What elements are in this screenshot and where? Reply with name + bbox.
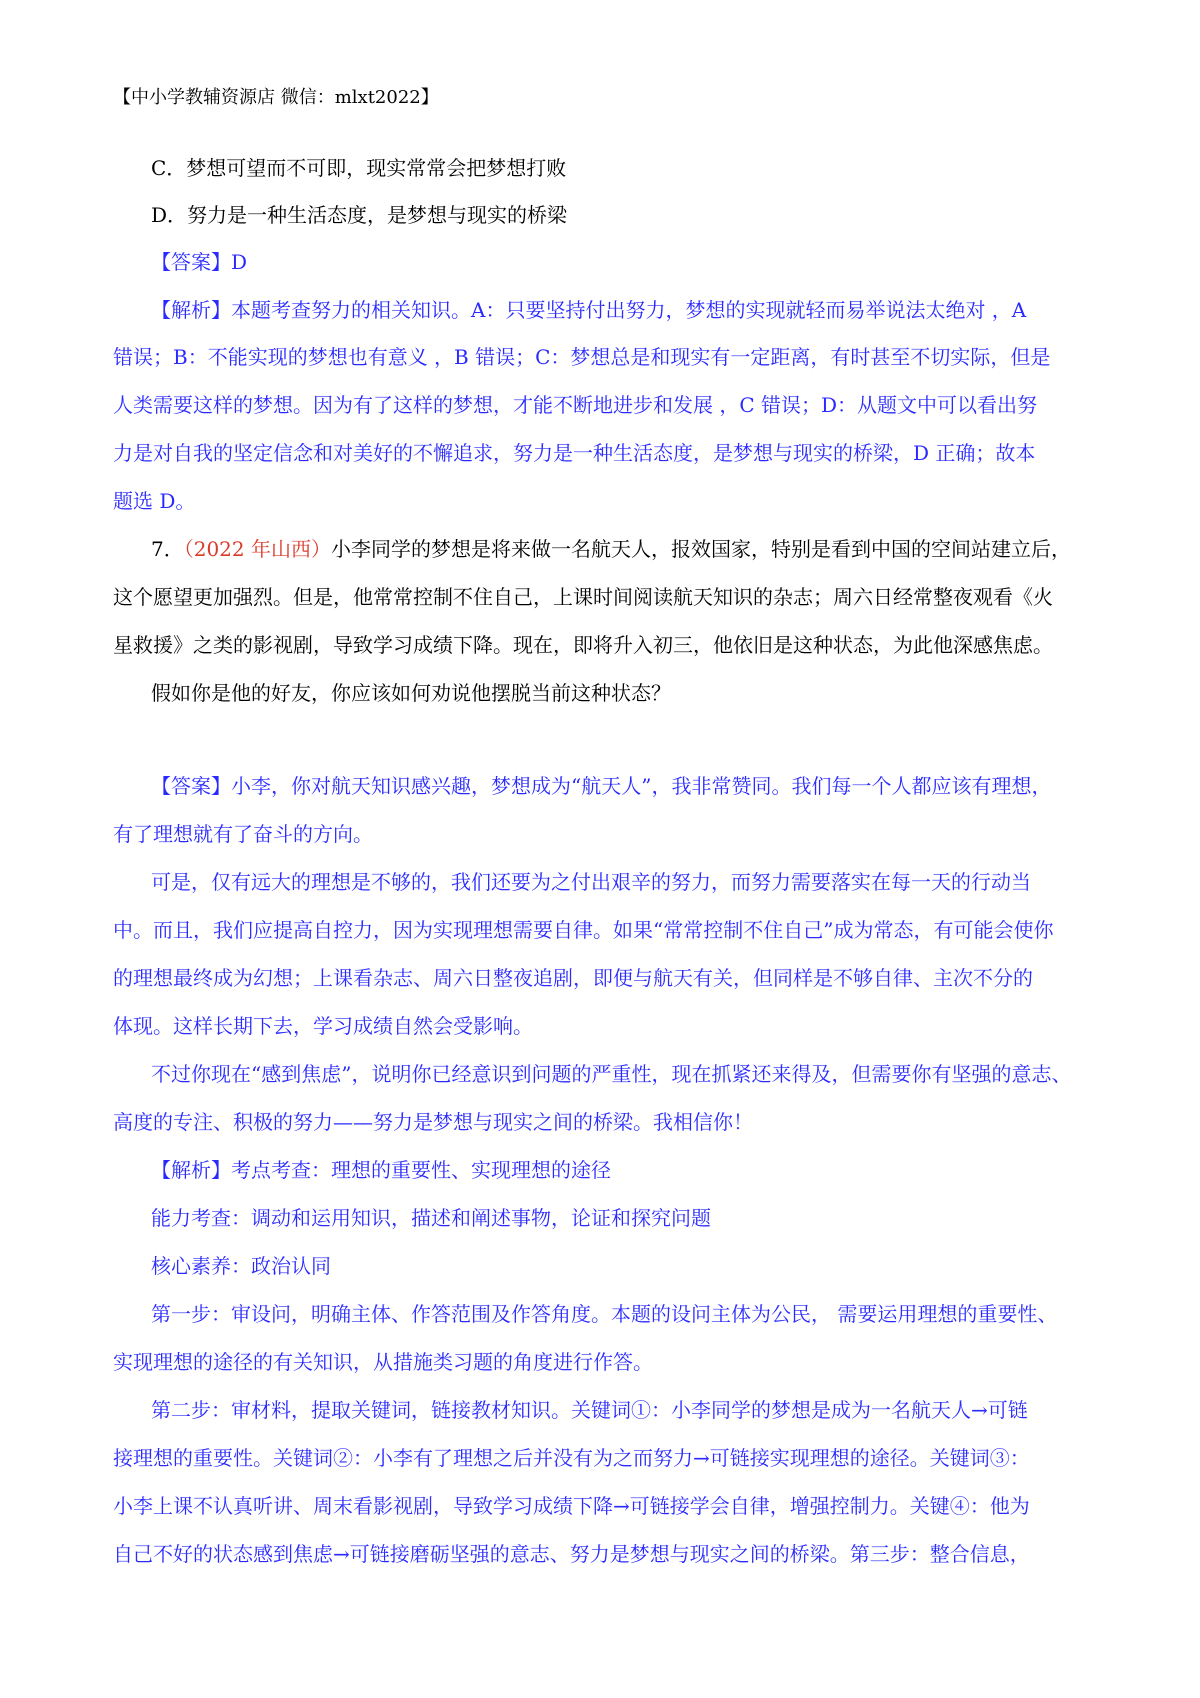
question-source: （2022 年山西） [183, 537, 331, 561]
analysis-7-line: 小李上课不认真听讲、周末看影视剧，导致学习成绩下降→可链接学会自律，增强控制力。关键④：他为 [113, 1494, 1030, 1518]
answer-7-line: 不过你现在“感到焦虑”，说明你已经意识到问题的严重性，现在抓紧还来得及，但需要你有坚强的意志、 [151, 1062, 1072, 1086]
answer-1: 【答案】D [151, 250, 248, 274]
answer-7-line: 【答案】小李，你对航天知识感兴趣，梦想成为“航天人”，我非常赞同。我们每一个人都应该有理想， [151, 774, 1052, 798]
analysis-7-line: 【解析】考点考查：理想的重要性、实现理想的途径 [151, 1158, 611, 1182]
option-d: D．努力是一种生活态度，是梦想与现实的桥梁 [151, 203, 568, 227]
analysis-7-line: 第二步：审材料，提取关键词，链接教材知识。关键词①：小李同学的梦想是成为一名航天人→可链 [151, 1398, 1028, 1422]
analysis-7-line: 核心素养：政治认同 [151, 1254, 331, 1278]
question-7-prompt: 假如你是他的好友，你应该如何劝说他摆脱当前这种状态？ [151, 681, 671, 705]
answer-7-line: 的理想最终成为幻想；上课看杂志、周六日整夜追剧，即便与航天有关，但同样是不够自律、主次不分的 [113, 966, 1033, 990]
analysis-7-line: 能力考查：调动和运用知识，描述和阐述事物，论证和探究问题 [151, 1206, 711, 1230]
analysis-7-line: 自己不好的状态感到焦虑→可链接磨砺坚强的意志、努力是梦想与现实之间的桥梁。第三步：整合信息， [113, 1542, 1030, 1566]
question-7-line: 这个愿望更加强烈。但是，他常常控制不住自己，上课时间阅读航天知识的杂志；周六日经常整夜观看《火 [113, 585, 1053, 609]
question-text: 小李同学的梦想是将来做一名航天人，报效国家，特别是看到中国的空间站建立后， [331, 537, 1071, 561]
answer-7-line: 有了理想就有了奋斗的方向。 [113, 822, 373, 846]
analysis-1-line: 人类需要这样的梦想。因为有了这样的梦想，才能不断地进步和发展 ，C 错误；D：从题文中可以看出努 [113, 393, 1038, 417]
analysis-1-line: 力是对自我的坚定信念和对美好的不懈追求，努力是一种生活态度，是梦想与现实的桥梁，D 正确；故本 [113, 441, 1036, 465]
analysis-1-line: 【解析】本题考查努力的相关知识。A：只要坚持付出努力，梦想的实现就轻而易举说法太绝对 ，A [151, 298, 1027, 322]
question-7-line-1 [151, 535, 1071, 563]
page-header: 【中小学教辅资源店 微信：mlxt2022】 [113, 87, 439, 108]
analysis-7-line: 实现理想的途径的有关知识，从措施类习题的角度进行作答。 [113, 1350, 653, 1374]
analysis-7-line: 第一步：审设问，明确主体、作答范围及作答角度。本题的设问主体为公民， 需要运用理想的重要性、 [151, 1302, 1058, 1326]
option-c: C．梦想可望而不可即，现实常常会把梦想打败 [151, 156, 567, 180]
analysis-1-line: 题选 D。 [113, 489, 196, 513]
question-7-line: 星救援》之类的影视剧，导致学习成绩下降。现在，即将升入初三，他依旧是这种状态，为此他深感焦虑。 [113, 633, 1053, 657]
question-number: 7． [151, 537, 184, 561]
answer-7-line: 体现。这样长期下去，学习成绩自然会受影响。 [113, 1014, 533, 1038]
answer-7-line: 高度的专注、积极的努力——努力是梦想与现实之间的桥梁。我相信你！ [113, 1110, 753, 1134]
answer-7-line: 可是，仅有远大的理想是不够的，我们还要为之付出艰辛的努力，而努力需要落实在每一天的行动当 [151, 870, 1031, 894]
analysis-1-line: 错误；B：不能实现的梦想也有意义 ，B 错误；C：梦想总是和现实有一定距离，有时甚至不切实际，但是 [113, 345, 1051, 369]
answer-7-line: 中。而且，我们应提高自控力，因为实现理想需要自律。如果“常常控制不住自己”成为常态，有可能会使你 [113, 918, 1054, 942]
analysis-7-line: 接理想的重要性。关键词②：小李有了理想之后并没有为之而努力→可链接实现理想的途径。关键词③： [113, 1446, 1030, 1470]
